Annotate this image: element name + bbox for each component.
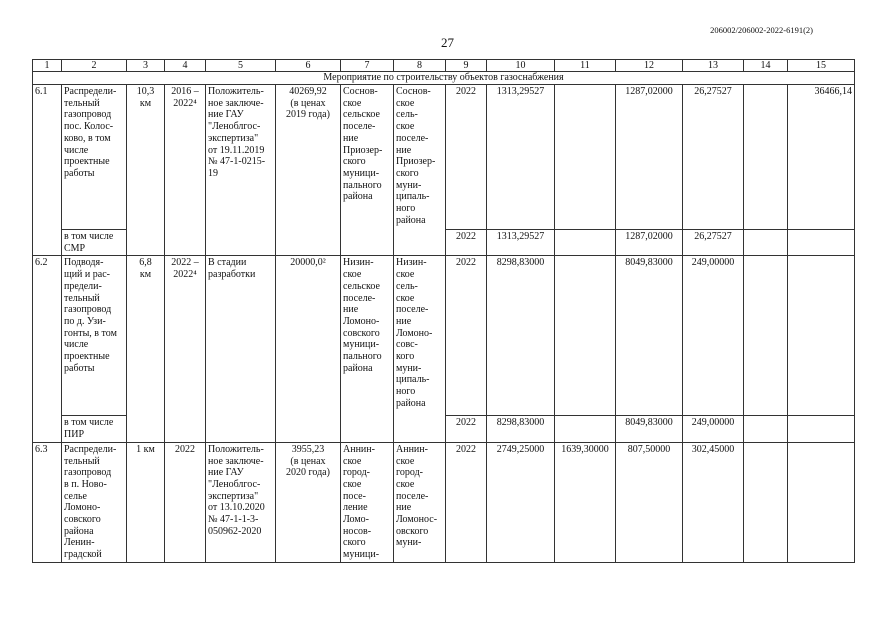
total-amount: 1313,29527 [487,230,555,256]
estimated-cost: 3955,23 (в ценах 2020 года) [276,442,341,562]
column-header: 5 [206,60,276,72]
municipality: Низин- ское сельское поселе- ние Ломоно- совского муници- пального района [341,256,394,442]
federal-amount [555,85,616,230]
expertise-status: Положитель- ное заключе- ние ГАУ "Леноблгос- экспертиза" от 19.11.2019 № 47-1-0215- 19 [206,85,276,256]
column-header: 2 [62,60,127,72]
column-header: 13 [683,60,744,72]
municipality-customer: Соснов- ское сель- ское поселе- ние Приозер- ского муни- ципаль- ного района [394,85,446,256]
document-code: 206002/206002-2022-6191(2) [710,25,813,35]
column-header: 14 [744,60,788,72]
column-header: 4 [165,60,206,72]
table-row [33,256,855,416]
object-length: 1 км [127,442,165,562]
municipality-customer: Аннин- ское город- ское поселе- ние Ломонос- овского муни- [394,442,446,562]
regional-amount: 8049,83000 [616,256,683,416]
total-amount: 8298,83000 [487,256,555,416]
object-name: Распредели- тельный газопровод в п. Ново- селье Ломоно- совского района Ленин- градской [62,442,127,562]
estimated-cost: 20000,0² [276,256,341,442]
column-header: 1 [33,60,62,72]
column-header: 6 [276,60,341,72]
empty-cell [788,416,855,442]
construction-years: 2016 – 2022⁴ [165,85,206,256]
column-header: 3 [127,60,165,72]
column-header: 10 [487,60,555,72]
column-header: 7 [341,60,394,72]
construction-years: 2022 – 2022⁴ [165,256,206,442]
year-cell: 2022 [446,230,487,256]
column-header: 11 [555,60,616,72]
object-name: Подводя- щий и рас- предели- тельный газопровод по д. Узи- гонты, в том числе проектные работы [62,256,127,416]
regional-amount: 807,50000 [616,442,683,562]
table-row [33,85,855,230]
section-row [33,72,855,85]
total-amount: 8298,83000 [487,416,555,442]
remaining-cost [788,256,855,416]
object-length: 6,8 км [127,256,165,442]
estimated-cost: 40269,92 (в ценах 2019 года) [276,85,341,256]
object-length: 10,3 км [127,85,165,256]
federal-amount [555,256,616,416]
other-amount [744,442,788,562]
municipality-customer: Низин- ское сель- ское поселе- ние Ломоно- совс- кого муни- ципаль- ного района [394,256,446,442]
column-header: 12 [616,60,683,72]
regional-amount: 8049,83000 [616,416,683,442]
local-amount: 26,27527 [683,230,744,256]
row-number: 6.3 [33,442,62,562]
empty-cell [788,230,855,256]
municipality: Соснов- ское сельское поселе- ние Приозер- ского муници- пального района [341,85,394,256]
page-number: 27 [441,35,454,50]
subrow-label: в том числе ПИР [62,416,127,442]
empty-cell [744,230,788,256]
expertise-status: В стадии разработки [206,256,276,442]
total-amount: 1313,29527 [487,85,555,230]
column-header: 15 [788,60,855,72]
local-amount: 249,00000 [683,256,744,416]
year-cell: 2022 [446,256,487,416]
other-amount [744,85,788,230]
year-cell: 2022 [446,85,487,230]
column-number-row [33,60,855,72]
municipality: Аннин- ское город- ское посе- ление Ломо- носов- ского муници- [341,442,394,562]
regional-amount: 1287,02000 [616,230,683,256]
column-header: 8 [394,60,446,72]
other-amount [744,256,788,416]
column-header: 9 [446,60,487,72]
section-title: Мероприятие по строительству объектов газоснабжения [33,72,855,85]
year-cell: 2022 [446,416,487,442]
year-cell: 2022 [446,442,487,562]
table-body [33,85,855,563]
expertise-status: Положитель- ное заключе- ние ГАУ "Леноблгос- экспертиза" от 13.10.2020 № 47-1-1-3- 050962-2020 [206,442,276,562]
federal-amount [555,416,616,442]
regional-amount: 1287,02000 [616,85,683,230]
local-amount: 26,27527 [683,85,744,230]
object-name: Распредели- тельный газопровод пос. Колос- ково, в том числе проектные работы [62,85,127,230]
row-number: 6.2 [33,256,62,442]
remaining-cost: 36466,14 [788,85,855,230]
local-amount: 302,45000 [683,442,744,562]
row-number: 6.1 [33,85,62,256]
federal-amount: 1639,30000 [555,442,616,562]
federal-amount [555,230,616,256]
empty-cell [744,416,788,442]
remaining-cost [788,442,855,562]
local-amount: 249,00000 [683,416,744,442]
total-amount: 2749,25000 [487,442,555,562]
table-row [33,442,855,562]
subrow-label: в том числе СМР [62,230,127,256]
construction-years: 2022 [165,442,206,562]
gas-infrastructure-table [32,59,855,563]
